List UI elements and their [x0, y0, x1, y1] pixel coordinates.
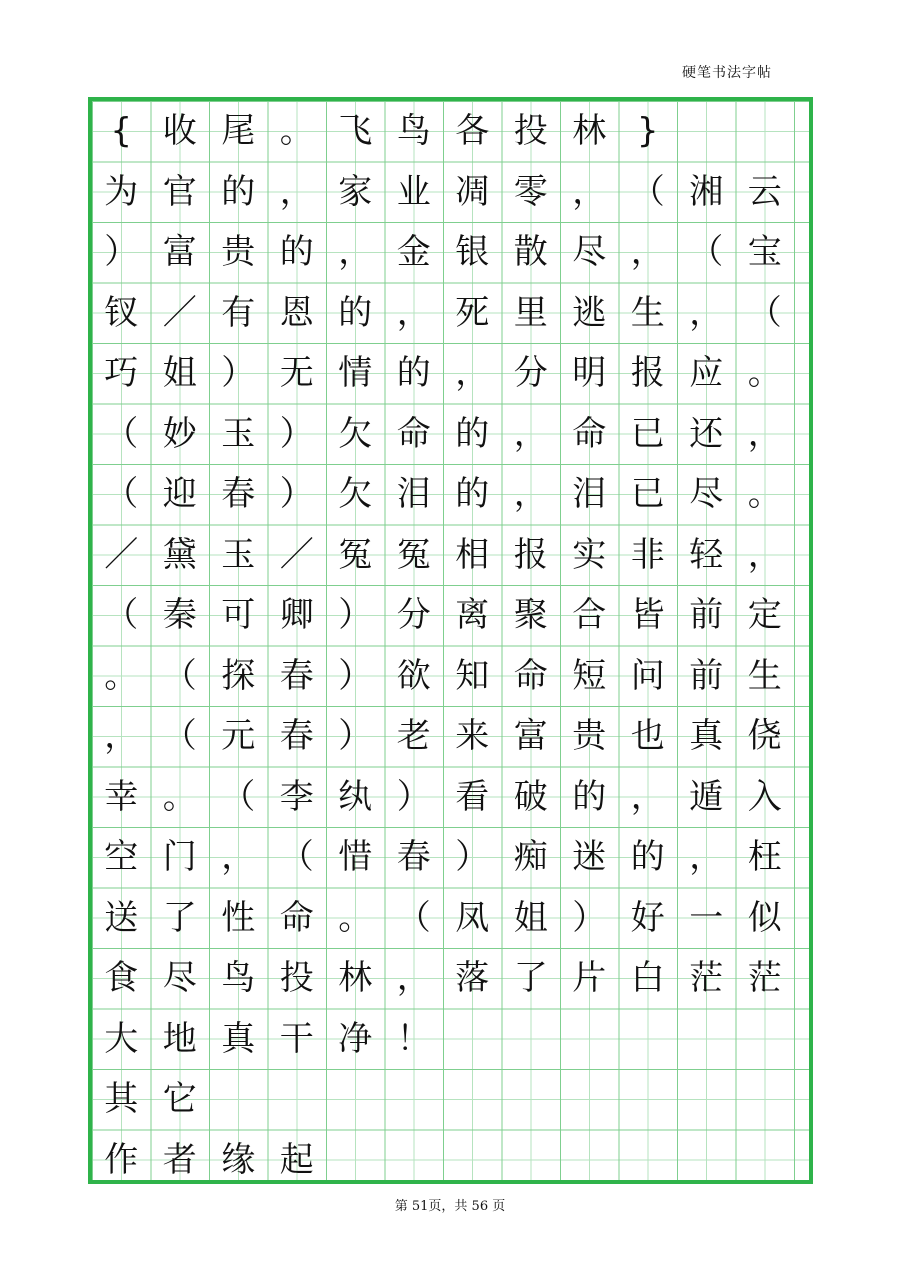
grid-cell: ， — [689, 837, 724, 878]
grid-cell — [385, 1130, 444, 1191]
grid-cell: ， — [630, 776, 665, 817]
grid-cell: } — [636, 111, 659, 152]
grid-cell: ） — [572, 897, 607, 938]
grid-cell: 。 — [162, 776, 197, 817]
grid-cell: 湘 — [689, 171, 724, 212]
grid-cell — [736, 101, 795, 162]
grid-cell — [560, 1130, 619, 1191]
grid-cell: 茫 — [747, 958, 782, 999]
grid-cell: ， — [104, 716, 139, 757]
grid-cell: ， — [513, 413, 548, 454]
grid-cell: 春 — [396, 837, 431, 878]
grid-cell: 泪 — [572, 474, 607, 515]
grid-cell: 一 — [689, 897, 724, 938]
grid-cell — [326, 1130, 385, 1191]
grid-cell: 片 — [572, 958, 607, 999]
grid-cell: 冤 — [396, 534, 431, 575]
grid-cell: 各 — [455, 111, 490, 152]
text-row — [92, 162, 809, 223]
grid-cell: （ — [747, 292, 782, 333]
grid-cell: 痴 — [513, 837, 548, 878]
grid-cell: 恩 — [279, 292, 314, 333]
grid-cell: 欠 — [338, 413, 373, 454]
grid-cell: 尽 — [689, 474, 724, 515]
grid-cell: 林 — [338, 958, 373, 999]
text-row — [92, 585, 809, 646]
grid-cell: 入 — [747, 776, 782, 817]
grid-cell: （ — [162, 655, 197, 696]
grid-cell: 春 — [221, 474, 256, 515]
grid-cell: 惜 — [338, 837, 373, 878]
grid-cell: ， — [338, 232, 373, 273]
grid-cell: 探 — [221, 655, 256, 696]
text-row — [92, 222, 809, 283]
grid-cell: ） — [104, 232, 139, 273]
grid-cell: 。 — [279, 111, 314, 152]
grid-cell: ） — [396, 776, 431, 817]
grid-cell: ！ — [396, 1018, 431, 1059]
grid-cell: 零 — [513, 171, 548, 212]
text-row — [92, 404, 809, 465]
grid-cell: 真 — [689, 716, 724, 757]
grid-cell — [502, 1069, 561, 1130]
grid-cell — [443, 1130, 502, 1191]
grid-cell — [385, 1069, 444, 1130]
text-row — [92, 827, 809, 888]
grid-cell: ， — [513, 474, 548, 515]
grid-cell — [677, 1130, 736, 1191]
grid-cell: 业 — [396, 171, 431, 212]
grid-cell: 春 — [279, 716, 314, 757]
grid-cell: 其 — [104, 1079, 139, 1120]
grid-cell: 实 — [572, 534, 607, 575]
grid-cell: 富 — [513, 716, 548, 757]
grid-cell: 食 — [104, 958, 139, 999]
text-row — [92, 283, 809, 344]
grid-cell: 迎 — [162, 474, 197, 515]
grid-cell — [619, 1009, 678, 1070]
grid-cell: 茫 — [689, 958, 724, 999]
grid-cell: （ — [104, 474, 139, 515]
grid-cell: 命 — [396, 413, 431, 454]
grid-cell — [736, 1130, 795, 1191]
grid-cell: 老 — [396, 716, 431, 757]
grid-cell: 的 — [455, 413, 490, 454]
text-row — [92, 525, 809, 586]
grid-cell: 空 — [104, 837, 139, 878]
grid-cell: 。 — [747, 474, 782, 515]
grid-cell: 冤 — [338, 534, 373, 575]
grid-cell: 还 — [689, 413, 724, 454]
grid-cell — [736, 1069, 795, 1130]
grid-cell: 前 — [689, 655, 724, 696]
grid-cell: 相 — [455, 534, 490, 575]
grid-cell: 凋 — [455, 171, 490, 212]
grid-cell: 逃 — [572, 292, 607, 333]
grid-cell: ） — [455, 837, 490, 878]
grid-cell: 命 — [279, 897, 314, 938]
grid-cell: 作 — [104, 1139, 139, 1180]
grid-cell — [209, 1069, 268, 1130]
grid-cell: 轻 — [689, 534, 724, 575]
grid-cell: 尽 — [572, 232, 607, 273]
grid-cell: 的 — [279, 232, 314, 273]
grid-cell — [560, 1009, 619, 1070]
grid-cell: 投 — [279, 958, 314, 999]
grid-cell: 已 — [630, 413, 665, 454]
grid-cell: 问 — [630, 655, 665, 696]
grid-cell: 地 — [162, 1018, 197, 1059]
grid-cell — [619, 1069, 678, 1130]
grid-cell: 干 — [279, 1018, 314, 1059]
grid-cell: { — [110, 111, 133, 152]
grid-cell: 散 — [513, 232, 548, 273]
grid-cell: 聚 — [513, 595, 548, 636]
grid-cell: ／ — [162, 292, 197, 333]
grid-cell: 短 — [572, 655, 607, 696]
grid-cell: 应 — [689, 353, 724, 394]
grid-cell: 。 — [338, 897, 373, 938]
grid-cell: 银 — [455, 232, 490, 273]
grid-cell: 可 — [221, 595, 256, 636]
grid-cell: 知 — [455, 655, 490, 696]
grid-cell: 生 — [630, 292, 665, 333]
grid-cell — [268, 1069, 327, 1130]
text-row — [92, 464, 809, 525]
grid-cell: 的 — [455, 474, 490, 515]
text-row — [92, 101, 809, 162]
grid-cell — [619, 1130, 678, 1191]
grid-cell: 玉 — [221, 413, 256, 454]
grid-cell: 枉 — [747, 837, 782, 878]
grid-cell: 飞 — [338, 111, 373, 152]
grid-cell: 的 — [338, 292, 373, 333]
grid-cell: 情 — [338, 353, 373, 394]
copybook-grid — [88, 97, 813, 1184]
grid-cell: 玉 — [221, 534, 256, 575]
grid-cell: ， — [747, 534, 782, 575]
grid-cell: （ — [279, 837, 314, 878]
grid-cell: 也 — [630, 716, 665, 757]
grid-cell: 分 — [396, 595, 431, 636]
grid-cell: 性 — [221, 897, 256, 938]
grid-cell: 报 — [513, 534, 548, 575]
text-row — [92, 948, 809, 1009]
grid-cell: （ — [104, 413, 139, 454]
grid-cell: ／ — [104, 534, 139, 575]
grid-cell: 秦 — [162, 595, 197, 636]
grid-cell: 官 — [162, 171, 197, 212]
grid-cell: 李 — [279, 776, 314, 817]
grid-cell: 明 — [572, 353, 607, 394]
grid-cell: （ — [104, 595, 139, 636]
text-row — [92, 1069, 809, 1130]
grid-cell — [736, 1009, 795, 1070]
grid-cell: 合 — [572, 595, 607, 636]
text-row — [92, 343, 809, 404]
grid-cell: 投 — [513, 111, 548, 152]
grid-cell: 钗 — [104, 292, 139, 333]
text-row — [92, 888, 809, 949]
grid-cell: ， — [279, 171, 314, 212]
grid-cell — [443, 1069, 502, 1130]
grid-cell: 泪 — [396, 474, 431, 515]
grid-cell: 前 — [689, 595, 724, 636]
grid-cell: 的 — [630, 837, 665, 878]
grid-cell: 的 — [396, 353, 431, 394]
grid-cell: 金 — [396, 232, 431, 273]
grid-cell: （ — [689, 232, 724, 273]
grid-cell: 。 — [104, 655, 139, 696]
grid-cell: 鸟 — [396, 111, 431, 152]
grid-cell — [560, 1069, 619, 1130]
grid-cell: 看 — [455, 776, 490, 817]
grid-cell: 为 — [104, 171, 139, 212]
grid-cell: 有 — [221, 292, 256, 333]
grid-cell — [677, 1009, 736, 1070]
grid-cell: 离 — [455, 595, 490, 636]
text-row — [92, 1009, 809, 1070]
grid-cell: 幸 — [104, 776, 139, 817]
grid-cell: 凤 — [455, 897, 490, 938]
grid-cell — [443, 1009, 502, 1070]
grid-cell: 命 — [513, 655, 548, 696]
grid-cell — [326, 1069, 385, 1130]
grid-cell: 好 — [630, 897, 665, 938]
grid-cell — [502, 1009, 561, 1070]
grid-cell: 命 — [572, 413, 607, 454]
grid-cell: 它 — [162, 1079, 197, 1120]
grid-cell: ） — [338, 595, 373, 636]
grid-cell: （ — [221, 776, 256, 817]
grid-cell: 。 — [747, 353, 782, 394]
grid-cell: 收 — [162, 111, 197, 152]
grid-cell: 缘 — [221, 1139, 256, 1180]
grid-cell: 净 — [338, 1018, 373, 1059]
grid-cell: 定 — [747, 595, 782, 636]
grid-cell: 似 — [747, 897, 782, 938]
grid-cell: 黛 — [162, 534, 197, 575]
grid-cell: ， — [572, 171, 607, 212]
grid-cell: 纨 — [338, 776, 373, 817]
grid-cell: 侥 — [747, 716, 782, 757]
grid-cell: ／ — [279, 534, 314, 575]
grid-cell: 鸟 — [221, 958, 256, 999]
grid-cell: 大 — [104, 1018, 139, 1059]
grid-cell: 送 — [104, 897, 139, 938]
grid-cell: 已 — [630, 474, 665, 515]
grid-cell: 富 — [162, 232, 197, 273]
grid-cell: ） — [221, 353, 256, 394]
grid-cell — [502, 1130, 561, 1191]
grid-cell: 元 — [221, 716, 256, 757]
grid-cell: 起 — [279, 1139, 314, 1180]
grid-cell: （ — [396, 897, 431, 938]
grid-cell: 里 — [513, 292, 548, 333]
grid-cell: 卿 — [279, 595, 314, 636]
grid-cell: 落 — [455, 958, 490, 999]
grid-cell: 无 — [279, 353, 314, 394]
grid-cell: 姐 — [162, 353, 197, 394]
grid-cell: （ — [630, 171, 665, 212]
grid-cell: 欲 — [396, 655, 431, 696]
grid-cell: ， — [455, 353, 490, 394]
grid-cell: ， — [630, 232, 665, 273]
grid-cell: 欠 — [338, 474, 373, 515]
grid-cell: 的 — [572, 776, 607, 817]
grid-cell: 姐 — [513, 897, 548, 938]
text-row — [92, 646, 809, 707]
grid-cell: 生 — [747, 655, 782, 696]
grid-cell: 遁 — [689, 776, 724, 817]
grid-cell: ） — [279, 474, 314, 515]
grid-cell: 皆 — [630, 595, 665, 636]
grid-cell: 妙 — [162, 413, 197, 454]
grid-cell: ， — [747, 413, 782, 454]
grid-cell: 者 — [162, 1139, 197, 1180]
grid-cell: 来 — [455, 716, 490, 757]
grid-cell: ， — [689, 292, 724, 333]
grid-cell: 家 — [338, 171, 373, 212]
grid-cell: ， — [396, 292, 431, 333]
grid-cell: 贵 — [572, 716, 607, 757]
grid-cell: 破 — [513, 776, 548, 817]
grid-cell: 春 — [279, 655, 314, 696]
page-number: 第 51页，共 56 页 — [394, 1199, 506, 1214]
grid-cell — [677, 101, 736, 162]
grid-cell: 了 — [162, 897, 197, 938]
grid-cell: 非 — [630, 534, 665, 575]
grid-cell: 尾 — [221, 111, 256, 152]
grid-cell: 尽 — [162, 958, 197, 999]
grid-cell: 云 — [747, 171, 782, 212]
grid-cell: ） — [338, 716, 373, 757]
grid-cell: 真 — [221, 1018, 256, 1059]
grid-cell: 死 — [455, 292, 490, 333]
grid-cell: 报 — [630, 353, 665, 394]
grid-cell: 分 — [513, 353, 548, 394]
grid-cell: 了 — [513, 958, 548, 999]
grid-cell: 白 — [630, 958, 665, 999]
grid-cell: 贵 — [221, 232, 256, 273]
grid-cell: 的 — [221, 171, 256, 212]
grid-cell: ） — [338, 655, 373, 696]
grid-cell: ） — [279, 413, 314, 454]
grid-cell: 林 — [572, 111, 607, 152]
text-row — [92, 1130, 809, 1191]
grid-cell — [677, 1069, 736, 1130]
grid-cell: （ — [162, 716, 197, 757]
grid-cell: ， — [396, 958, 431, 999]
text-row — [92, 767, 809, 828]
text-row — [92, 706, 809, 767]
grid-cell: 门 — [162, 837, 197, 878]
grid-cell: 巧 — [104, 353, 139, 394]
grid-cell: 迷 — [572, 837, 607, 878]
header-title: 硬笔书法字帖 — [682, 65, 772, 81]
grid-cell: 宝 — [747, 232, 782, 273]
grid-cell: ， — [221, 837, 256, 878]
